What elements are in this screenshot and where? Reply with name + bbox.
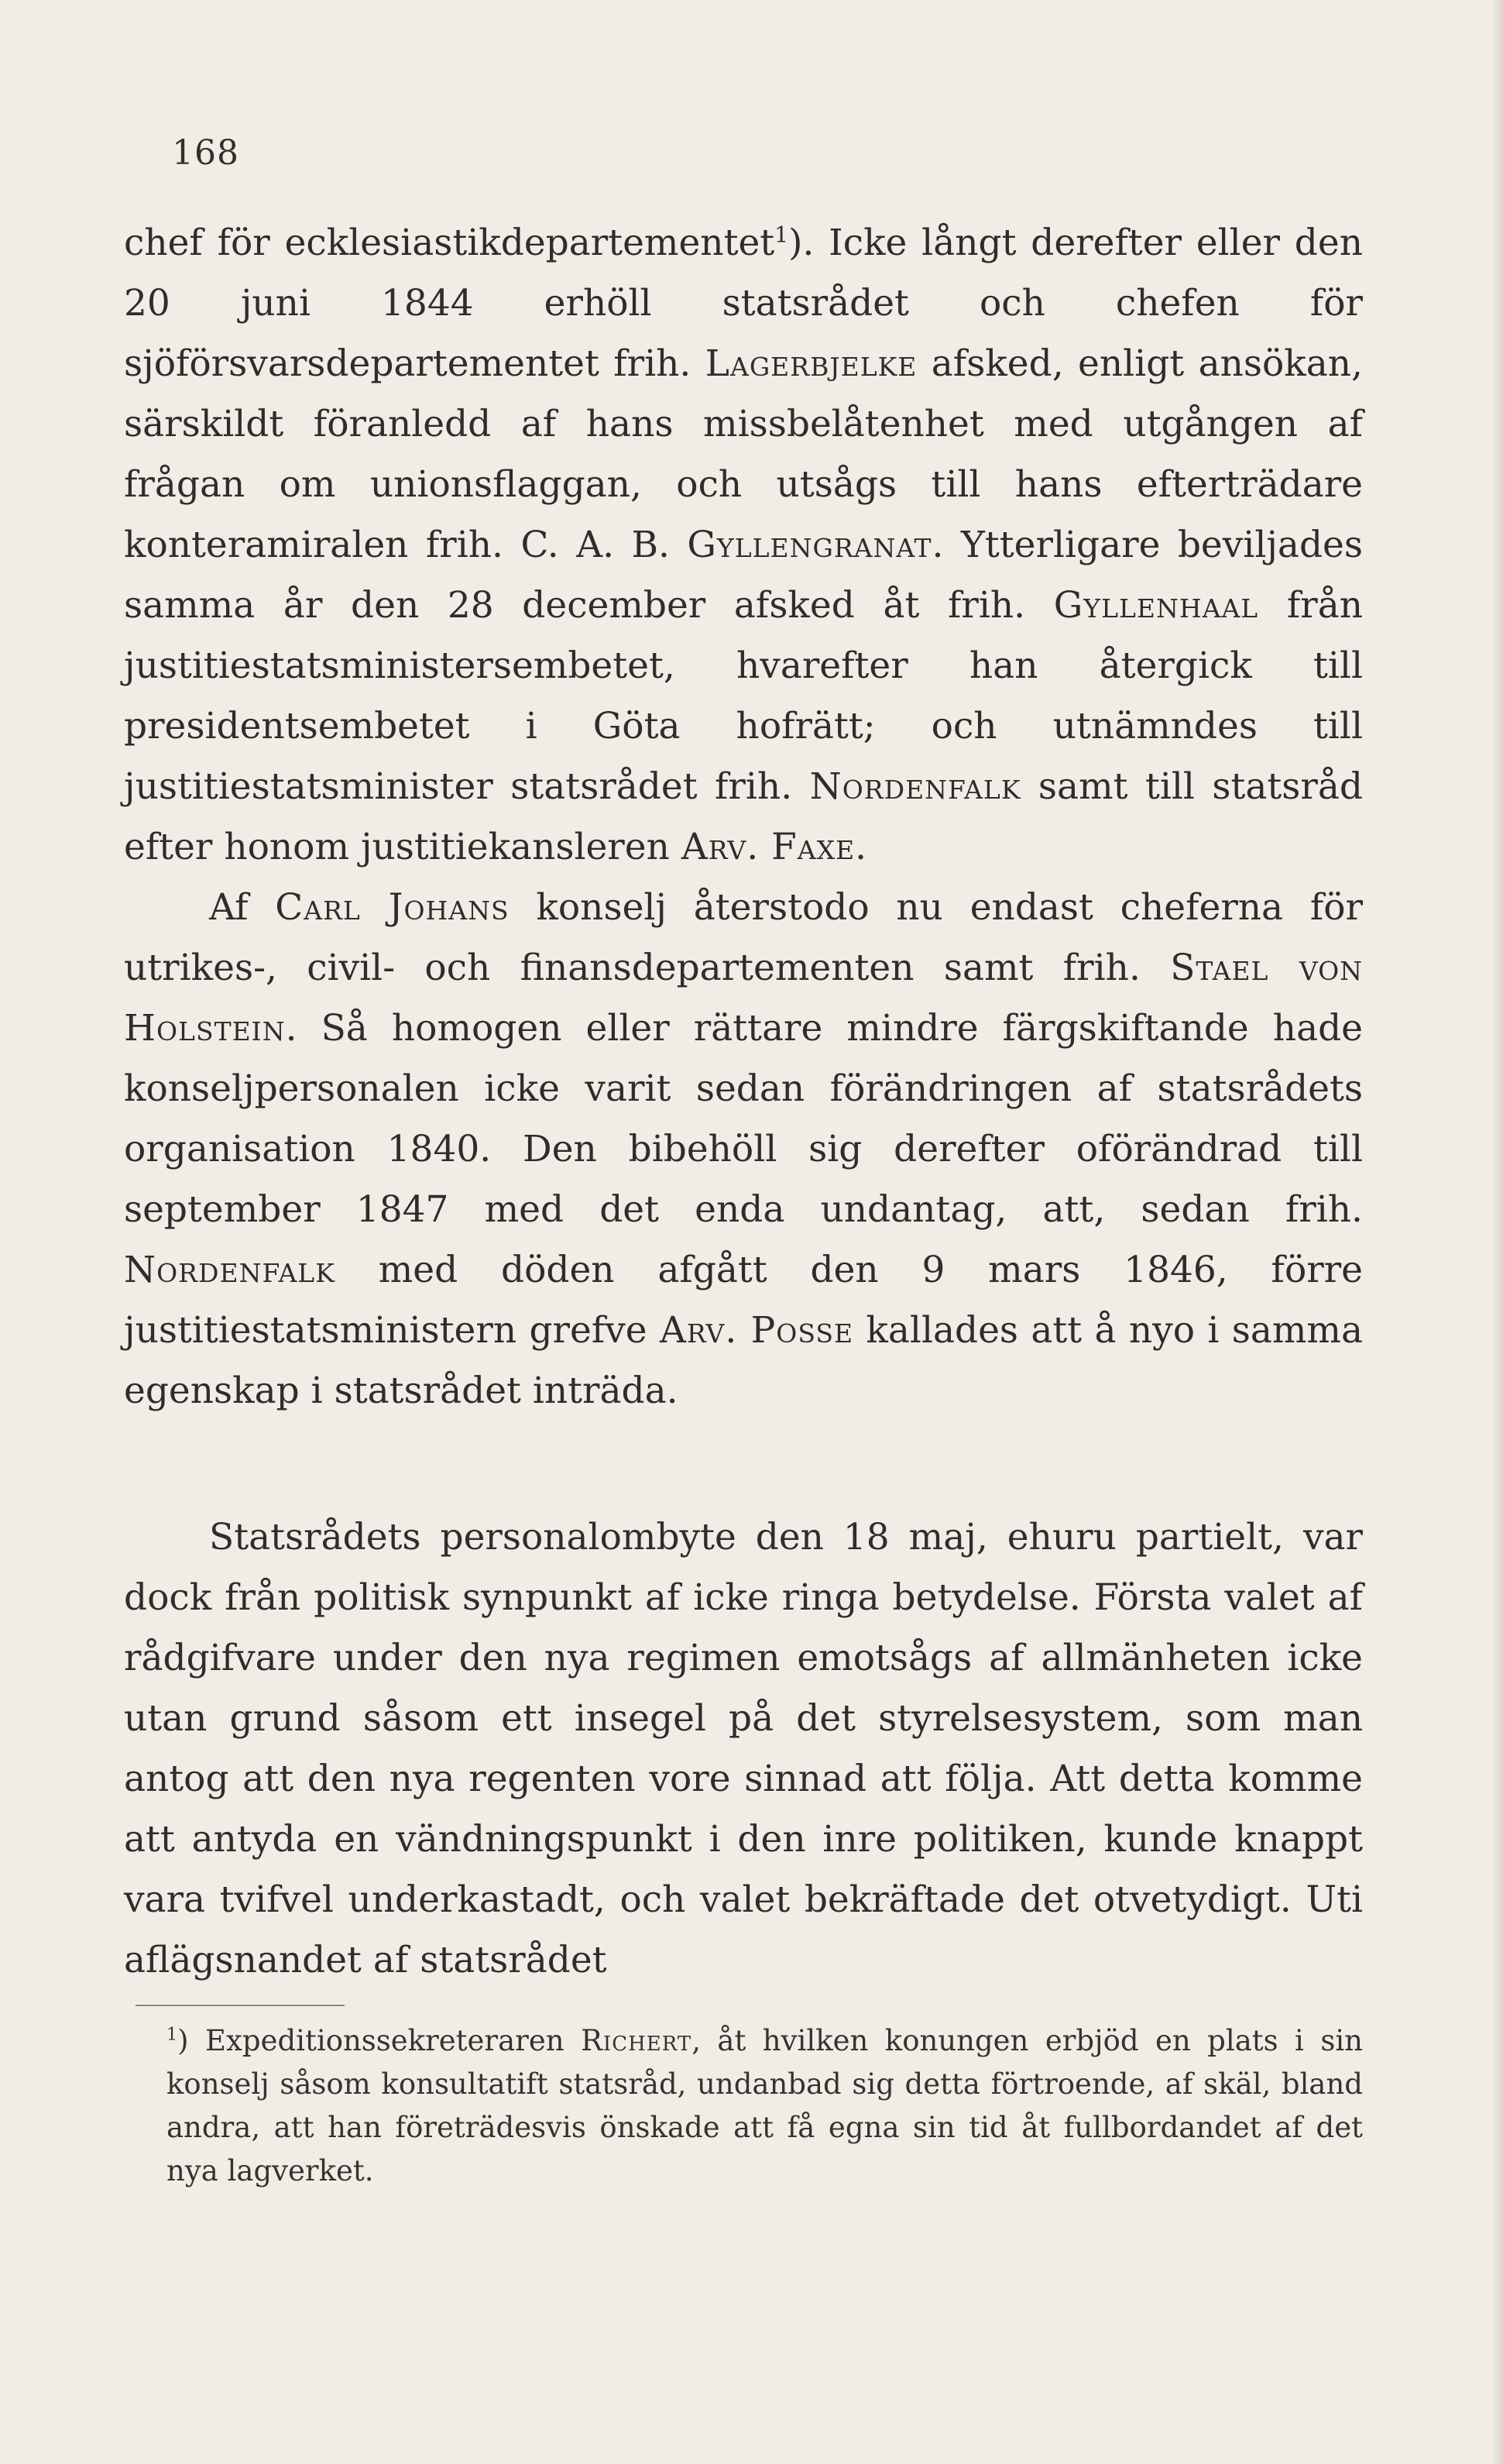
paragraph [124, 213, 1363, 878]
person-name: Stael von Holstein [124, 947, 1363, 1050]
text-block-lower [124, 1507, 1363, 1991]
person-name: Gyllengranat [687, 524, 932, 566]
text-run: samt till statsråd efter honom justitiekansleren [124, 765, 1363, 868]
text-run: . Så homogen eller rättare mindre färgskiftande hade konseljpersonalen icke varit sedan förändringen af statsrådets organisation 1840. Den bibehöll sig derefter oförändrad till september 1847 med det enda undantag, att, sedan frih. [124, 1007, 1363, 1231]
footnote [166, 2019, 1363, 2193]
footnote-reference: 1 [774, 222, 789, 248]
person-name: Arv. Posse [659, 1309, 854, 1352]
text-run: konselj återstodo nu endast cheferna för utrikes-, civil- och finansdepartementen samt frih. [124, 886, 1364, 989]
paragraph: Statsrådets personalombyte den 18 maj, ehuru partielt, var dock från politisk synpunkt af icke ringa betydelse. Första valet af rådgifvare under den nya regimen emotsågs af allmänheten icke utan grund såsom ett insegel på det styrelsesystem, som man antog att den nya regenten vore sinnad att följa. Att detta komme att antyda en vändningspunkt i den inre politiken, kunde knappt vara tvifvel underkastadt, och valet bekräftade det otvetydigt. Uti aflägsnandet af statsrådet [124, 1516, 1363, 1981]
text-run: . [855, 826, 867, 868]
person-name: Nordenfalk [809, 765, 1021, 808]
text-run: chef för ecklesiastikdepartementet [124, 222, 775, 264]
person-name: Carl Johans [275, 886, 510, 929]
text-run: , åt hvilken konungen erbjöd en plats i sin konselj såsom konsultatift statsråd, undanbad sig detta förtroende, af skäl, bland andra, att han företrädesvis önskade att få egna sin tid åt fullbordandet af det nya lagverket. [166, 2024, 1363, 2187]
text-run: . Ytterligare beviljades samma år den 28 december afsked åt frih. [124, 524, 1363, 627]
text-run: med döden afgått den 9 mars 1846, förre justitiestatsministern grefve [124, 1249, 1363, 1352]
footnote-marker: 1 [166, 2024, 178, 2045]
page-number: 168 [172, 133, 239, 173]
person-name: Nordenfalk [124, 1249, 335, 1291]
footnote-divider [136, 2005, 345, 2006]
text-run: Af [209, 886, 276, 929]
person-name: Arv. Faxe [681, 826, 856, 868]
text-run: afsked, enligt ansökan, särskildt föranledd af hans missbelåtenhet med utgången af frågan om unionsflaggan, och utsågs till hans efterträdare konteramiralen frih. C. A. B. [124, 342, 1363, 566]
person-name: Richert [581, 2024, 692, 2057]
text-block-upper [124, 213, 1363, 1421]
paragraph [124, 878, 1363, 1421]
text-run: ) Expeditionssekreteraren [177, 2024, 582, 2057]
text-run: ). Icke långt derefter eller den 20 juni 1844 erhöll statsrådet och chefen för sjöförsvarsdepartementet frih. [124, 222, 1363, 385]
page-edge-shadow [1492, 0, 1503, 2464]
text-run: från justitiestatsministersembetet, hvarefter han återgick till presidentsembetet i Göta hofrätt; och utnämndes till justitiestatsminister statsrådet frih. [124, 584, 1364, 808]
footnote-text [166, 2019, 1363, 2193]
person-name: Lagerbjelke [705, 342, 918, 385]
text-run: kallades att å nyo i samma egenskap i statsrådet inträda. [124, 1309, 1364, 1412]
person-name: Gyllenhaal [1053, 584, 1259, 627]
